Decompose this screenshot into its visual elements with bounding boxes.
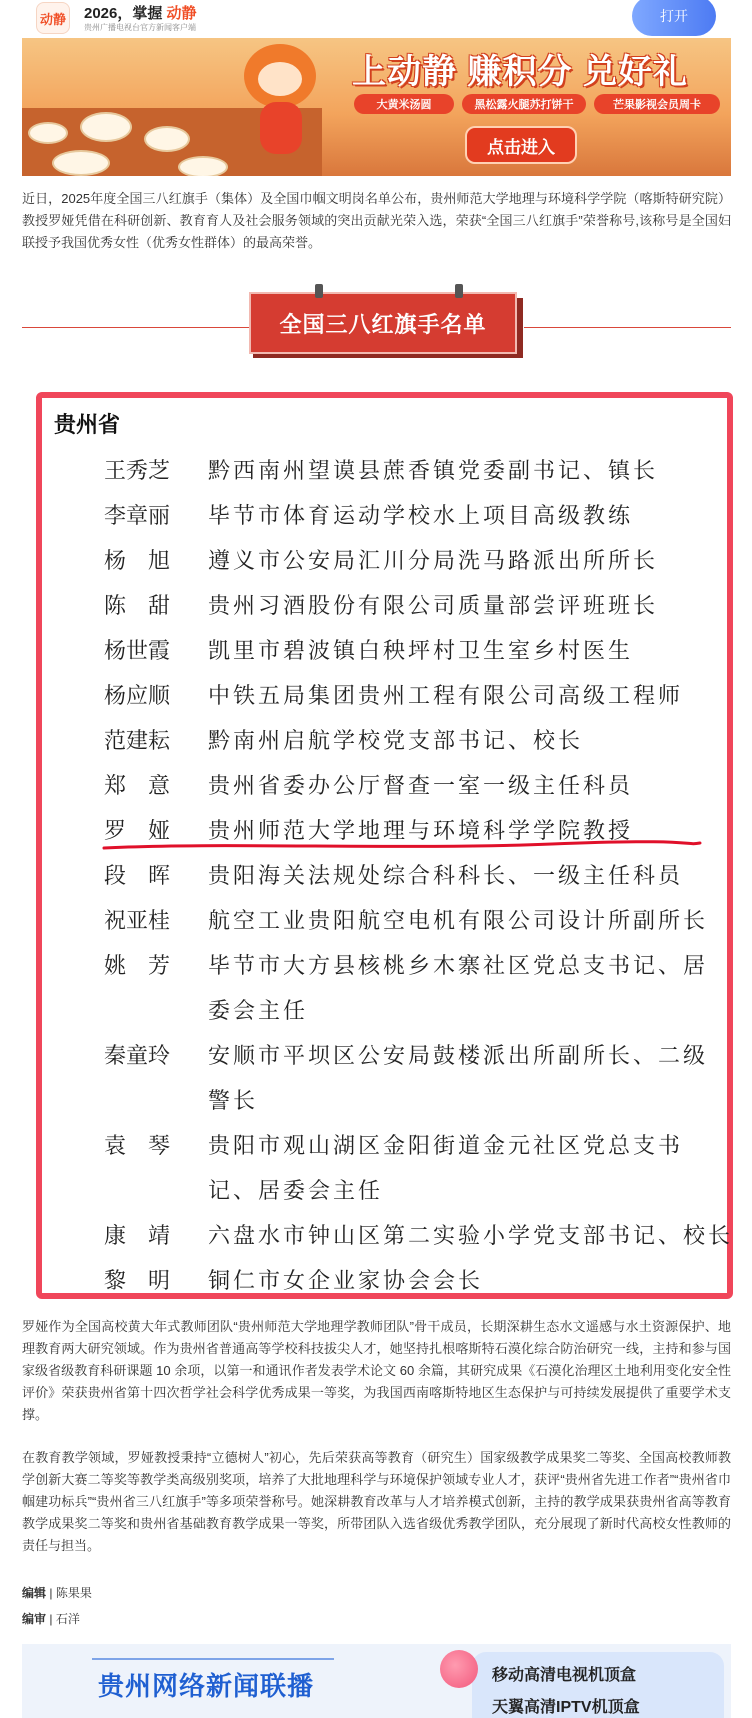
- app-slogan-brand: 动静: [166, 5, 197, 22]
- honoree-title: 贵阳市观山湖区金阳街道金元社区党总支书: [208, 1134, 684, 1159]
- section-title-box: [249, 292, 517, 354]
- province-heading: 贵州省: [54, 412, 121, 438]
- list-item: [42, 581, 727, 626]
- mascot-face-graphic: [258, 62, 302, 96]
- honoree-title: 六盘水市钟山区第二实验小学党支部书记、校长: [208, 1224, 734, 1249]
- banner-enter-button[interactable]: 点击进入: [465, 126, 577, 164]
- list-item: [42, 491, 727, 536]
- list-item: [42, 536, 727, 581]
- honoree-name: 郑 意: [104, 774, 171, 799]
- body-paragraph-1: 罗娅作为全国高校黄大年式教师团队“贵州师范大学地理学教师团队”骨干成员，长期深耕生态水文遥感与水土资源保护、地理教育两大研究领域。作为贵州省普通高等学校科技拔尖人才，她坚持扎根喀斯特石漠化综合防治研究一线，主持和参与国家级省级教育科研课题 10 余项，以第一和通讯作者发表学术论文 60 余篇，其研究成果《石漠化治理区土地利用变化安全性评价》荣获贵州省第十四次哲学社会科学优秀成果一等奖，为我国西南喀斯特地区生态保护与可持续发展提供了重要学术支撑。: [22, 1319, 731, 1422]
- banner-headline: 上动静 赚积分 兑好礼: [352, 53, 688, 91]
- honoree-title: 贵州习酒股份有限公司质量部尝评班班长: [208, 594, 659, 619]
- list-item: [42, 941, 727, 1031]
- footer-ad-line-1: 移动高清电视机顶盒: [492, 1667, 637, 1684]
- open-app-button[interactable]: 打开: [632, 0, 716, 36]
- credit-separator: |: [49, 1612, 53, 1626]
- footer-advertisement[interactable]: [22, 1644, 731, 1718]
- banner-tag: 黑松露火腿苏打饼干: [462, 94, 586, 114]
- list-item: [42, 1121, 727, 1211]
- honoree-title-continued: 委会主任: [208, 999, 309, 1024]
- honoree-name: 黎 明: [104, 1269, 171, 1294]
- honoree-name: 杨世霞: [104, 639, 171, 664]
- footer-ad-title: 贵州网络新闻联播: [98, 1671, 315, 1701]
- reviewer-name: 石洋: [55, 1612, 80, 1626]
- highlight-underline: [102, 838, 702, 854]
- editor-label: 编辑: [22, 1586, 47, 1600]
- app-logo: [36, 2, 70, 34]
- honoree-title: 安顺市平坝区公安局鼓楼派出所副所长、二级: [208, 1044, 709, 1069]
- app-slogan: [84, 2, 197, 23]
- decorative-circle-icon: [440, 1650, 478, 1688]
- list-item: [42, 896, 727, 941]
- app-logo-text: 动静: [39, 12, 66, 28]
- editor-name: 陈果果: [55, 1586, 92, 1600]
- section-title-badge: [249, 292, 523, 358]
- body-paragraph-2: 在教育教学领域，罗娅教授秉持“立德树人”初心，先后荣获高等教育（研究生）国家级教学成果奖二等奖、全国高校教师教学创新大赛二等奖等教学类高级别奖项，培养了大批地理科学与环境保护领域专业人才，获评“贵州省先进工作者”“贵州省巾帼建功标兵”“贵州省三八红旗手”等多项荣誉称号。她深耕教育改革与人才培养模式创新，主持的教学成果获贵州省高等教育教学成果奖二等奖和贵州省基础教育教学成果一等奖，所带团队入选省级优秀教学团队，充分展现了新时代高校女性教师的责任与担当。: [22, 1450, 731, 1553]
- plate-graphic: [80, 112, 132, 142]
- list-item: [42, 716, 727, 761]
- plate-graphic: [144, 126, 190, 152]
- list-item: [42, 761, 727, 806]
- intro-paragraph: 近日，2025年度全国三八红旗手（集体）及全国巾帼文明岗名单公布，贵州师范大学地理与环境科学学院（喀斯特研究院）教授罗娅凭借在科研创新、教育育人及社会服务领域的突出贡献光荣入选，荣获“全国三八红旗手”荣誉称号,该称号是全国妇联授予我国优秀女性（优秀女性群体）的最高荣誉。: [22, 191, 731, 250]
- pin-icon: [455, 284, 463, 298]
- banner-tag: 芒果影视会员周卡: [594, 94, 720, 114]
- honoree-title: 铜仁市女企业家协会会长: [208, 1269, 484, 1294]
- list-item: [42, 1031, 727, 1121]
- honoree-title: 黔南州启航学校党支部书记、校长: [208, 729, 584, 754]
- honoree-title: 航空工业贵阳航空电机有限公司设计所副所长: [208, 909, 709, 934]
- app-subtitle: 贵州广播电视台官方新闻客户端: [84, 23, 196, 32]
- reviewer-credit: [22, 1610, 80, 1627]
- honoree-title: 遵义市公安局汇川分局洗马路派出所所长: [208, 549, 659, 574]
- honoree-name: 罗 娅: [104, 819, 171, 844]
- honoree-title: 毕节市体育运动学校水上项目高级教练: [208, 504, 634, 529]
- honoree-name: 陈 甜: [104, 594, 171, 619]
- honoree-title: 贵州省委办公厅督查一室一级主任科员: [208, 774, 634, 799]
- honoree-title-continued: 记、居委会主任: [208, 1179, 384, 1204]
- honoree-name: 祝亚桂: [104, 909, 171, 934]
- section-divider-left: [22, 327, 252, 328]
- honoree-name: 李章丽: [104, 504, 171, 529]
- honoree-title: 黔西南州望谟县蔗香镇党委副书记、镇长: [208, 459, 659, 484]
- honoree-name: 袁 琴: [104, 1134, 171, 1159]
- list-item: [42, 671, 727, 716]
- pin-icon: [315, 284, 323, 298]
- list-item: [42, 1256, 727, 1301]
- honoree-title: 贵州师范大学地理与环境科学学院教授: [208, 819, 634, 844]
- honoree-name: 王秀芝: [104, 459, 171, 484]
- honoree-title: 中铁五局集团贵州工程有限公司高级工程师: [208, 684, 684, 709]
- honoree-title: 凯里市碧波镇白秧坪村卫生室乡村医生: [208, 639, 634, 664]
- honoree-name: 杨应顺: [104, 684, 171, 709]
- honoree-name: 康 靖: [104, 1224, 171, 1249]
- honoree-name: 段 晖: [104, 864, 171, 889]
- app-download-bar: [0, 0, 752, 38]
- plate-graphic: [28, 122, 68, 144]
- credit-separator: |: [49, 1586, 53, 1600]
- honoree-name: 杨 旭: [104, 549, 171, 574]
- footer-title-rule: [92, 1658, 334, 1660]
- plate-graphic: [52, 150, 110, 176]
- app-slogan-prefix: 2026，掌握: [84, 5, 163, 22]
- list-item: [42, 1211, 734, 1256]
- section-divider-right: [524, 327, 731, 328]
- honoree-title-continued: 警长: [208, 1089, 259, 1114]
- banner-tag: 大黄米汤圆: [354, 94, 454, 114]
- footer-ad-line-2: 天翼高清IPTV机顶盒: [492, 1699, 640, 1716]
- honoree-name: 姚 芳: [104, 954, 171, 979]
- honoree-title: 毕节市大方县核桃乡木寨社区党总支书记、居: [208, 954, 709, 979]
- list-item: [42, 851, 727, 896]
- reviewer-label: 编审: [22, 1612, 47, 1626]
- list-item: [42, 446, 727, 491]
- editor-credit: [22, 1584, 92, 1601]
- honoree-title: 贵阳海关法规处综合科科长、一级主任科员: [208, 864, 684, 889]
- mascot-body-graphic: [260, 102, 302, 154]
- honoree-name: 秦童玲: [104, 1044, 171, 1069]
- list-item: [42, 626, 727, 671]
- promo-banner[interactable]: [22, 38, 731, 176]
- honoree-name: 范建耘: [104, 729, 171, 754]
- plate-graphic: [178, 156, 228, 176]
- honoree-list: [36, 392, 733, 1299]
- section-title: 全国三八红旗手名单: [279, 311, 487, 337]
